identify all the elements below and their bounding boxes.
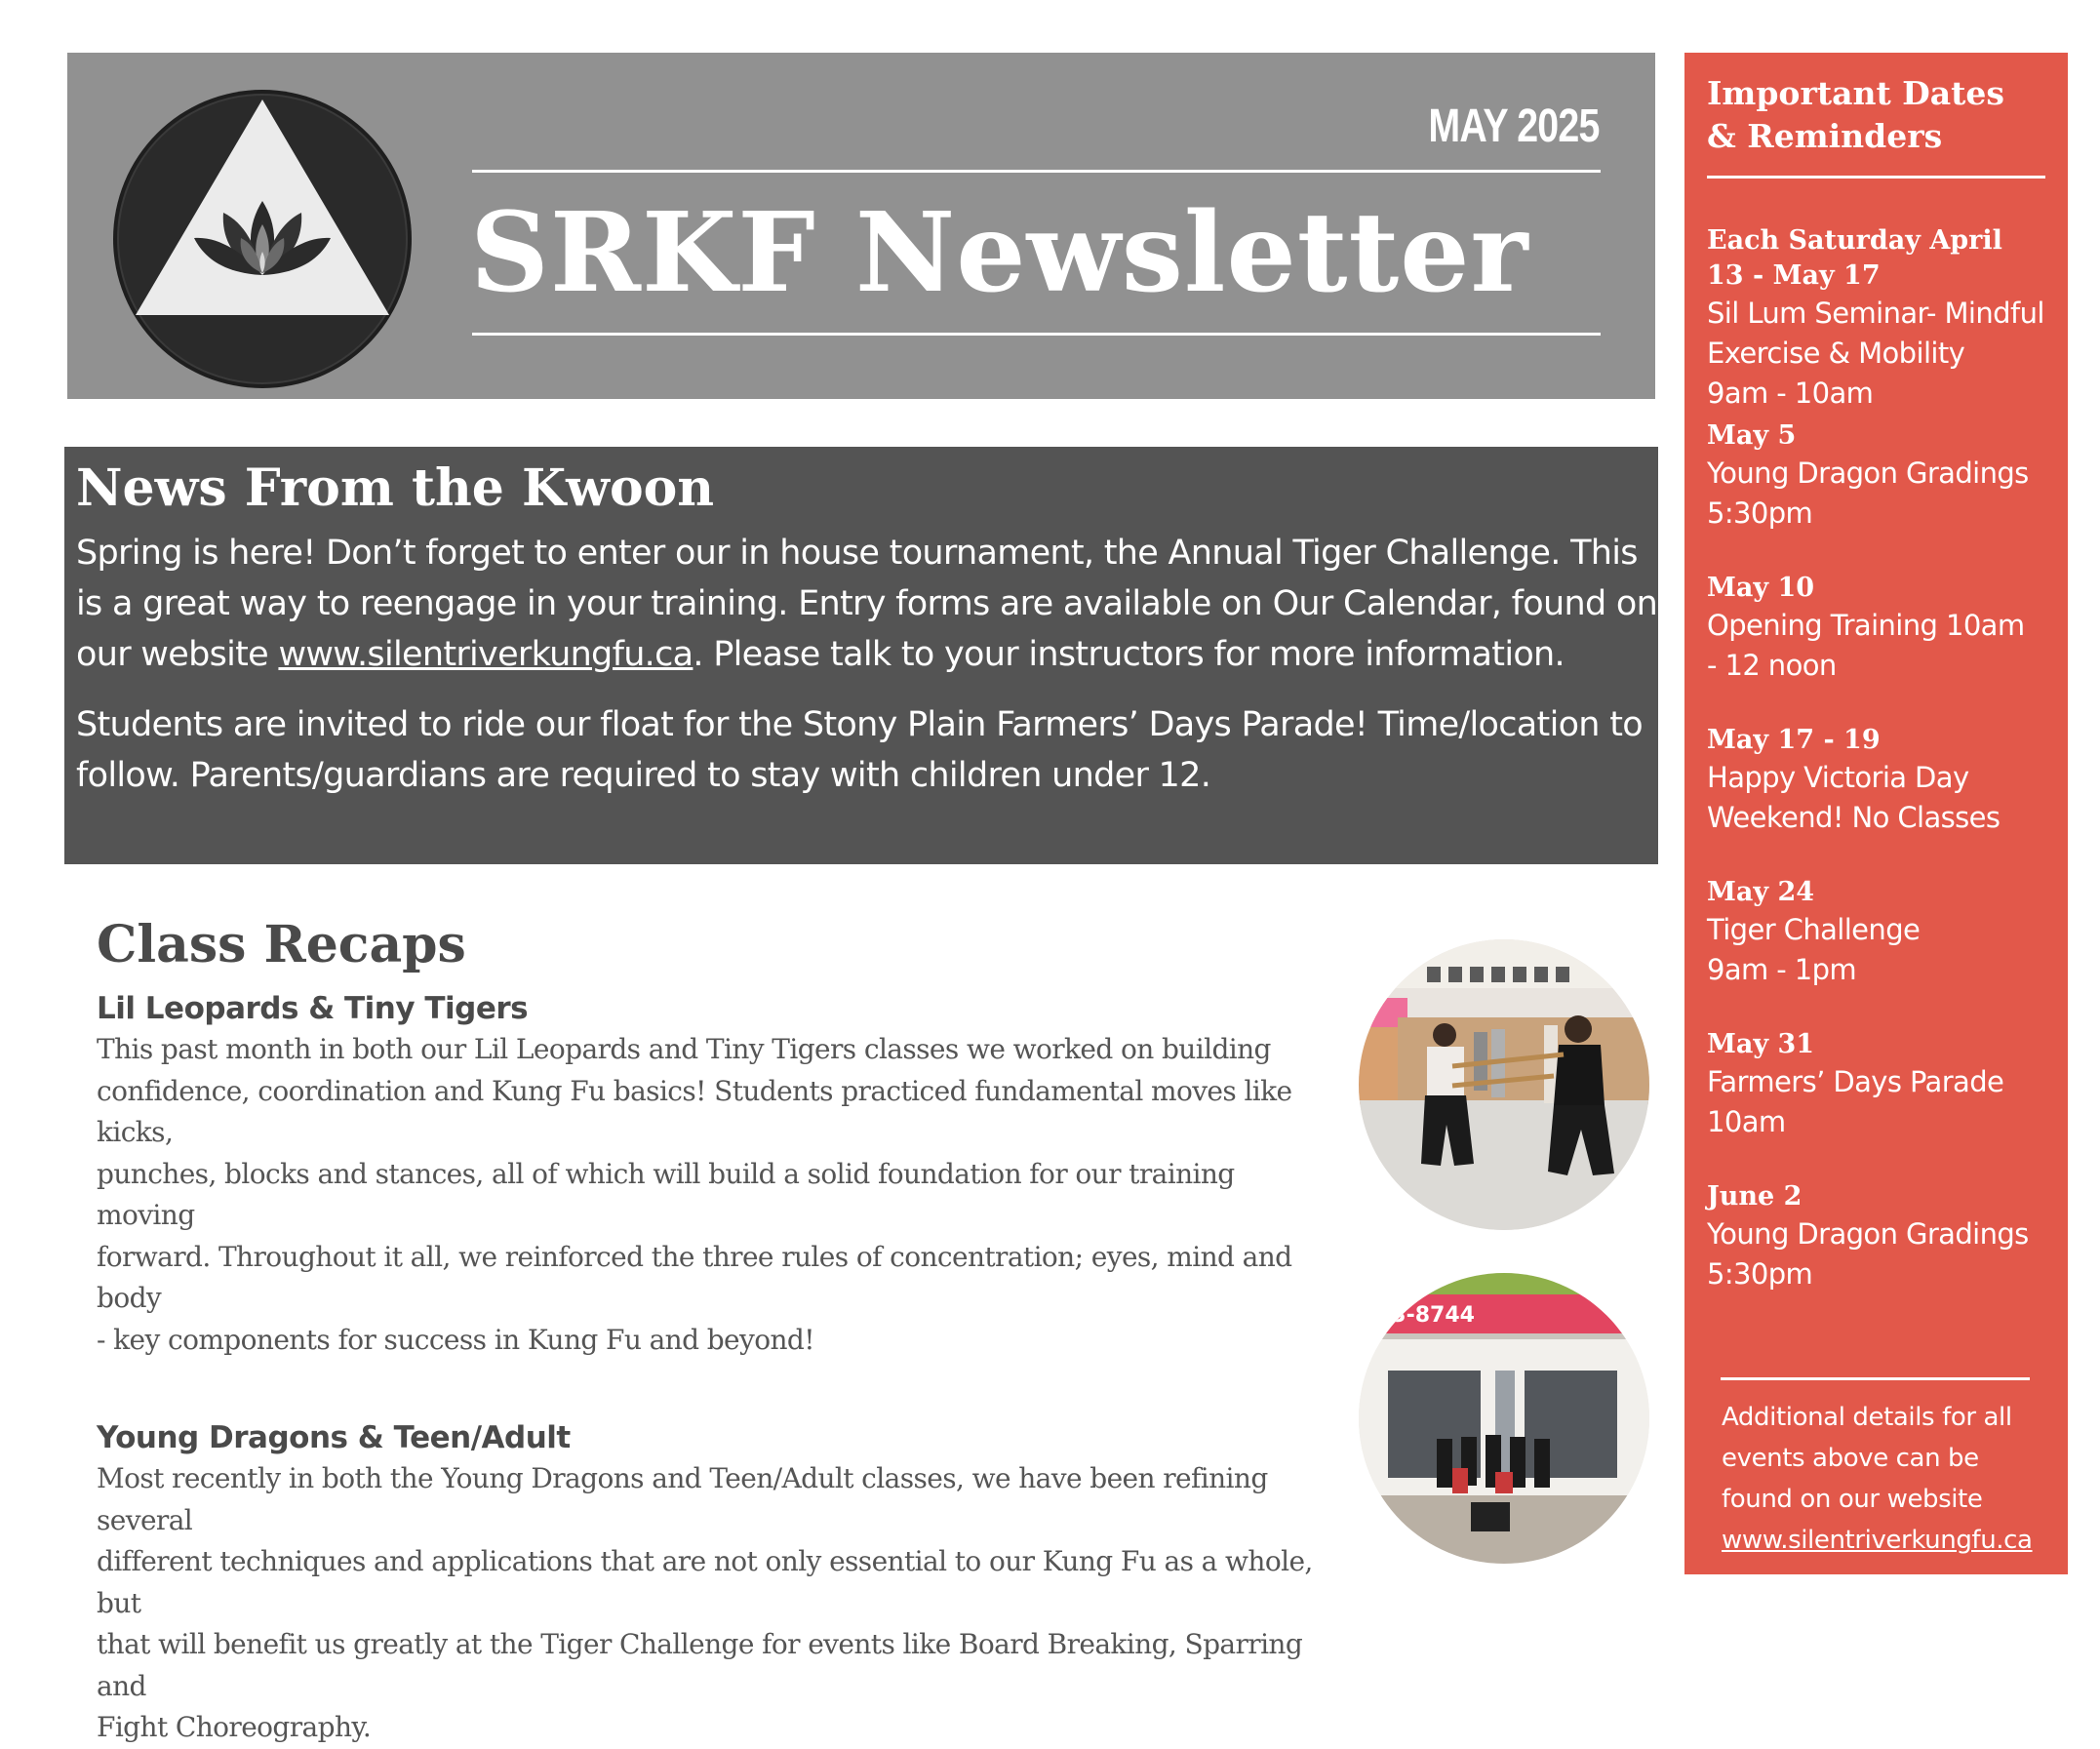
- sidebar-heading-line1: Important Dates: [1707, 74, 2004, 112]
- recap-line: that will benefit us greatly at the Tiger Challenge for events like Board Breaking, Sparring and: [97, 1628, 1303, 1702]
- news-section: [64, 447, 1658, 864]
- issue-date: MAY 2025: [1428, 100, 1600, 152]
- event-item: [1707, 571, 2058, 723]
- lotus-triangle-logo-icon: [111, 88, 414, 390]
- event-description: [1707, 294, 2058, 374]
- event-date-line1: Each Saturday April: [1707, 225, 2002, 256]
- newsletter-header: [67, 53, 1655, 399]
- event-desc-line1: Sil Lum Seminar- Mindful: [1707, 297, 2044, 330]
- storefront-sign-text: 33-8744: [1376, 1303, 1475, 1328]
- sidebar-heading: [1707, 72, 2004, 158]
- class-training-photo: [1359, 939, 1649, 1230]
- group-storefront-photo: [1359, 1273, 1649, 1564]
- event-description: Tiger Challenge: [1707, 913, 1921, 946]
- recap-line: - key components for success in Kung Fu and beyond!: [97, 1323, 814, 1356]
- event-date: June 2: [1707, 1181, 1803, 1212]
- class-recaps-heading: Class Recaps: [97, 915, 466, 974]
- note-line: Additional details for all: [1722, 1403, 2012, 1432]
- event-date: [1707, 223, 2058, 294]
- events-list: [1707, 223, 2058, 1332]
- event-time: 5:30pm: [1707, 1257, 1813, 1291]
- important-dates-sidebar: [1684, 53, 2068, 1574]
- event-item: [1707, 1027, 2058, 1179]
- recap-line: different techniques and applications that are not only essential to our Kung Fu as a whole, but: [97, 1545, 1313, 1619]
- news-paragraph-1-text: Spring is here! Don’t forget to enter our in house tournament, the Annual Tiger Challenge. This is a great way to reengage in your training. Entry forms are available on Our Calendar, found on our website: [76, 534, 1658, 675]
- header-divider-bottom: [472, 333, 1601, 336]
- event-time: 10am: [1707, 1105, 1786, 1138]
- event-date: May 31: [1707, 1029, 1815, 1059]
- event-time: - 12 noon: [1707, 649, 1837, 682]
- news-paragraph-1: [76, 528, 1658, 680]
- recap-line: confidence, coordination and Kung Fu basics! Students practiced fundamental moves like kicks,: [97, 1074, 1292, 1149]
- event-date: May 5: [1707, 420, 1797, 451]
- recap-body-young-dragons: [97, 1458, 1335, 1749]
- event-item: [1707, 875, 2058, 1027]
- event-item: [1707, 1179, 2058, 1332]
- recap-line: This past month in both our Lil Leopards and Tiny Tigers classes we worked on building: [97, 1033, 1271, 1066]
- news-paragraph-2: Students are invited to ride our float for the Stony Plain Farmers’ Days Parade! Time/location to follow. Parents/guardians are required to stay with children under 12.: [76, 705, 1643, 796]
- event-description: Happy Victoria Day: [1707, 761, 1969, 794]
- event-time: 9am - 10am: [1707, 377, 1874, 410]
- event-item: [1707, 223, 2058, 418]
- news-paragraph-1-tail: . Please talk to your instructors for more information.: [693, 635, 1565, 675]
- event-description: Young Dragon Gradings: [1707, 1217, 2029, 1251]
- event-time: Weekend! No Classes: [1707, 801, 2001, 834]
- sidebar-heading-line2: & Reminders: [1707, 117, 1943, 155]
- sidebar-website-link[interactable]: www.silentriverkungfu.ca: [1722, 1526, 2033, 1555]
- event-time: 5:30pm: [1707, 497, 1813, 530]
- sidebar-divider-bottom: [1721, 1377, 2030, 1380]
- event-description: Young Dragon Gradings: [1707, 457, 2029, 490]
- event-item: [1707, 723, 2058, 875]
- event-desc-line2: Exercise & Mobility: [1707, 337, 1965, 370]
- event-date: May 10: [1707, 573, 1815, 603]
- recap-line: punches, blocks and stances, all of which will build a solid foundation for our training moving: [97, 1157, 1235, 1232]
- recap-body-lil-leopards: [97, 1029, 1335, 1361]
- event-date-line2: 13 - May 17: [1707, 260, 1881, 291]
- event-date: May 17 - 19: [1707, 725, 1881, 755]
- recap-line: Most recently in both the Young Dragons and Teen/Adult classes, we have been refining several: [97, 1462, 1268, 1536]
- sidebar-divider-top: [1707, 176, 2045, 179]
- recap-title-lil-leopards: Lil Leopards & Tiny Tigers: [97, 991, 529, 1027]
- recap-line: forward. Throughout it all, we reinforced the three rules of concentration; eyes, mind and body: [97, 1240, 1292, 1315]
- event-description: Opening Training 10am: [1707, 609, 2025, 642]
- note-line: found on our website: [1722, 1485, 1983, 1514]
- event-item: [1707, 418, 2058, 571]
- recap-line: Fight Choreography.: [97, 1711, 372, 1744]
- event-description: Farmers’ Days Parade: [1707, 1065, 2004, 1098]
- note-line: events above can be: [1722, 1444, 1979, 1473]
- header-divider-top: [472, 170, 1601, 173]
- sidebar-note: [1722, 1397, 2053, 1561]
- newsletter-title: SRKF Newsletter: [470, 189, 1529, 317]
- website-link[interactable]: www.silentriverkungfu.ca: [278, 635, 693, 675]
- class-recaps-section: [97, 917, 1335, 1749]
- event-time: 9am - 1pm: [1707, 953, 1857, 986]
- event-date: May 24: [1707, 877, 1815, 907]
- recap-title-young-dragons: Young Dragons & Teen/Adult: [97, 1420, 571, 1456]
- news-heading: News From the Kwoon: [76, 458, 715, 518]
